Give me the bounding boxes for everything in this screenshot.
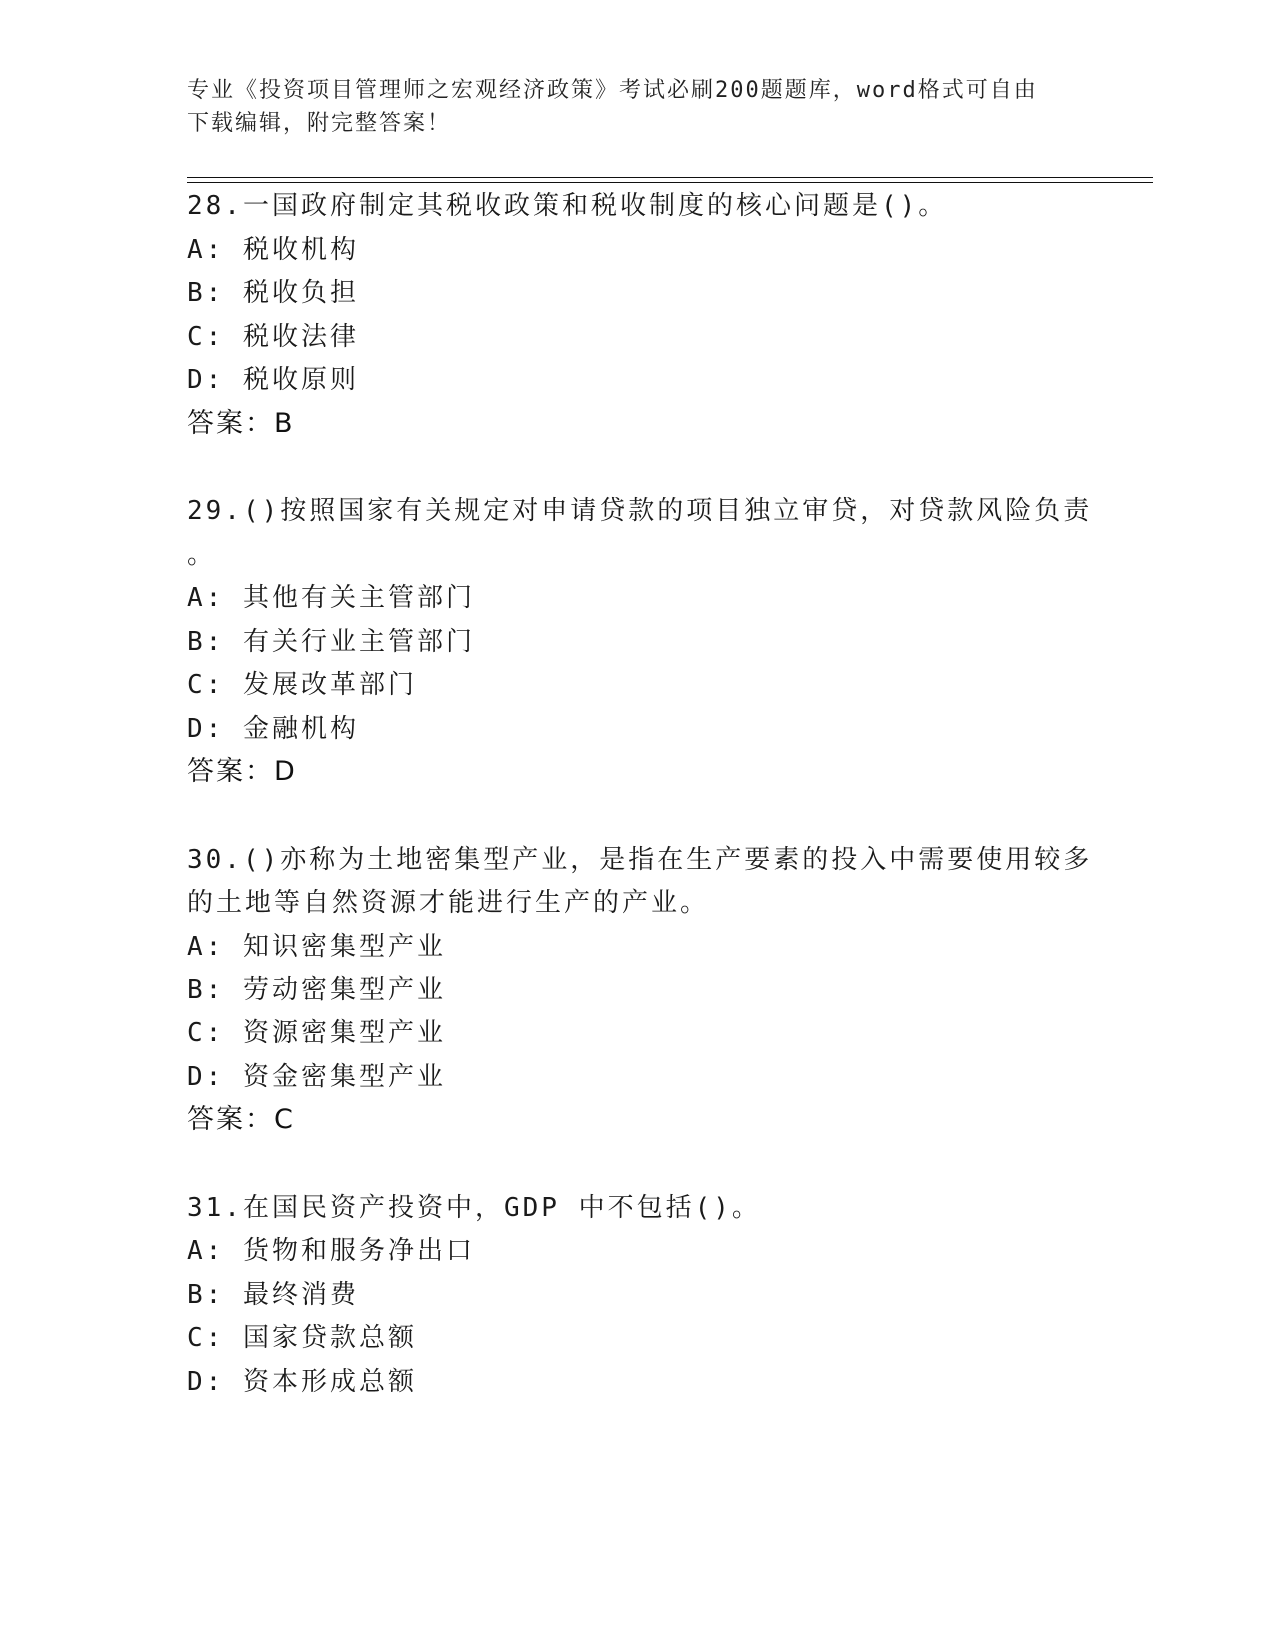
question-30-option-c: C: 资源密集型产业: [187, 1018, 446, 1048]
question-30-stem-continued: 的土地等自然资源才能进行生产的产业。: [187, 888, 710, 918]
question-31-stem: 31.在国民资产投资中，GDP 中不包括()。: [187, 1193, 761, 1223]
question-31-option-a: A: 货物和服务净出口: [187, 1236, 475, 1266]
header-line-1: 专业《投资项目管理师之宏观经济政策》考试必刷200题题库，word格式可自由: [187, 78, 1038, 103]
question-31-option-d: D: 资本形成总额: [187, 1367, 417, 1397]
question-29-stem: 29.()按照国家有关规定对申请贷款的项目独立审贷，对贷款风险负责: [187, 496, 1093, 526]
header-divider-bottom: [187, 182, 1153, 183]
question-29-option-b: B: 有关行业主管部门: [187, 627, 475, 657]
header-line-2: 下载编辑，附完整答案！: [187, 111, 452, 136]
question-29-answer: 答案：D: [187, 756, 297, 787]
question-28-option-a: A: 税收机构: [187, 235, 359, 265]
header-divider-top: [187, 177, 1153, 178]
question-29-option-a: A: 其他有关主管部门: [187, 583, 475, 613]
question-31-option-b: B: 最终消费: [187, 1280, 359, 1310]
question-28-option-b: B: 税收负担: [187, 278, 359, 308]
question-28-stem: 28.一国政府制定其税收政策和税收制度的核心问题是()。: [187, 191, 948, 221]
question-28-option-d: D: 税收原则: [187, 365, 359, 395]
question-28-answer: 答案：B: [187, 408, 295, 439]
question-29-option-c: C: 发展改革部门: [187, 670, 417, 700]
question-30-stem: 30.()亦称为土地密集型产业，是指在生产要素的投入中需要使用较多: [187, 845, 1093, 875]
question-30-option-b: B: 劳动密集型产业: [187, 975, 446, 1005]
document-header: [187, 74, 1067, 140]
question-31-option-c: C: 国家贷款总额: [187, 1323, 417, 1353]
question-29-option-d: D: 金融机构: [187, 714, 359, 744]
question-28-option-c: C: 税收法律: [187, 322, 359, 352]
question-29-stem-continued: 。: [187, 540, 217, 570]
question-30-option-a: A: 知识密集型产业: [187, 932, 446, 962]
question-30-answer: 答案：C: [187, 1104, 295, 1135]
question-30-option-d: D: 资金密集型产业: [187, 1062, 446, 1092]
